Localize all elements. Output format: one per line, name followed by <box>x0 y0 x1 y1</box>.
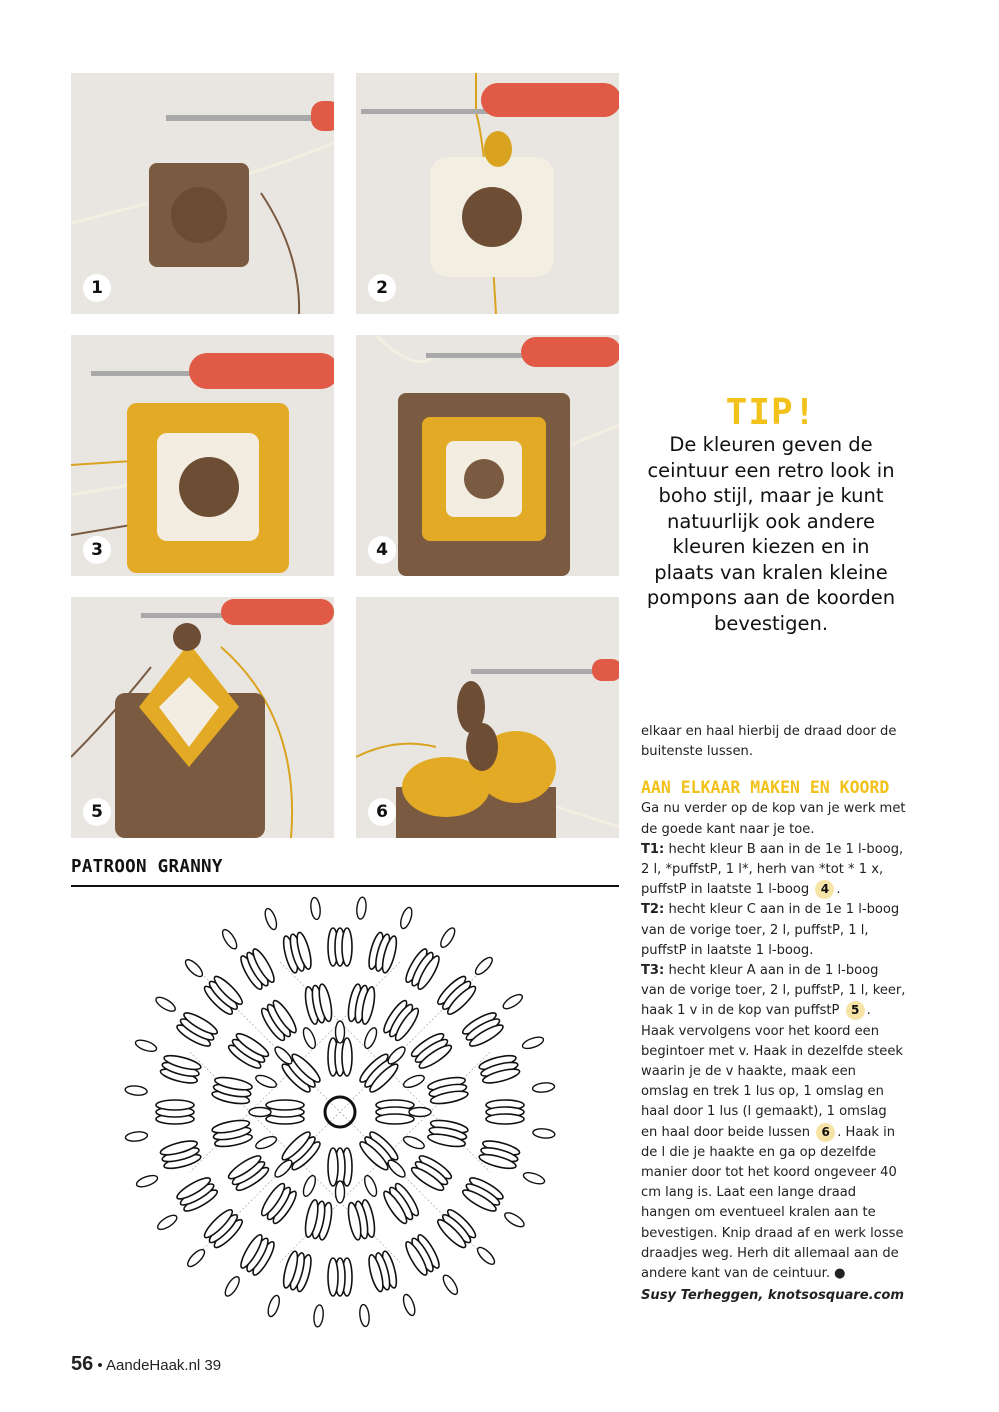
puff-stitch-symbol <box>328 1258 352 1296</box>
intro-paragraph: elkaar en haal hierbij de draad door de buitenste lussen. <box>641 724 897 760</box>
chain-stitch-symbol <box>223 1275 242 1298</box>
crochet-step-1-photo-icon <box>71 73 334 314</box>
puff-stitch-symbol <box>175 1010 220 1050</box>
round-text: hecht kleur A aan in de 1 l-boog van de vorige toer, 2 l, puffstP, 1 l, keer, haak 1 v in de kop van puffstP <box>641 963 906 1019</box>
chain-stitch-symbol <box>532 1082 555 1094</box>
step-badge: 5 <box>83 798 111 826</box>
crochet-chart-diagram-icon <box>120 892 560 1332</box>
puff-stitch-symbol <box>381 1181 422 1226</box>
paragraph-text: . Haak in de l die je haakte en ga op dezelfde manier door tot het koord ongeveer 40 cm lang is. Laat een lange draad hangen om eventueel kralen aan te bevestigen. Knip draad af en werk losse draadjes weg. Herh dit allemaal aan de andere kant van de ceintuur. ● <box>641 1124 904 1282</box>
chain-stitch-symbol <box>254 1073 278 1090</box>
chain-stitch-symbol <box>438 926 457 949</box>
page-number: 56 <box>71 1353 94 1375</box>
puff-stitch-symbol <box>238 1232 278 1277</box>
chain-stitch-symbol <box>220 928 239 951</box>
round-2-instruction <box>641 900 906 961</box>
paragraph: Ga nu verder op de kop van je werk met de goede kant naar je toe. <box>641 801 906 837</box>
step-3-photo <box>71 335 334 576</box>
chain-stitch-symbol <box>254 1134 278 1151</box>
tip-body: De kleuren geven de ceintuur een retro look in boho stijl, maar je kunt natuurlijk ook andere kleuren kiezen en in plaats van kralen kleine pompons aan de koorden bevestigen. <box>646 433 896 635</box>
step-badge: 1 <box>83 274 111 302</box>
chain-stitch-symbol <box>134 1038 158 1054</box>
chain-stitch-symbol <box>336 1021 345 1043</box>
puff-stitch-symbol <box>328 928 352 966</box>
puff-stitch-symbol <box>175 1175 220 1215</box>
chain-stitch-symbol <box>362 1026 379 1050</box>
chain-stitch-symbol <box>532 1128 555 1139</box>
puff-stitch-symbol <box>409 1153 454 1194</box>
magazine-name: AandeHaak.nl 39 <box>106 1357 222 1374</box>
chain-stitch-symbol <box>386 1044 408 1066</box>
round-text: hecht kleur C aan in de 1e 1 l-boog van de vorige toer, 2 l, puffstP, 1 l, puffstP in laatste 1 l-boog. <box>641 902 900 958</box>
round-label: T3: <box>641 963 665 979</box>
chain-stitch-symbol <box>183 957 205 979</box>
puff-stitch-symbol <box>211 1118 253 1149</box>
step-badge: 6 <box>368 798 396 826</box>
chain-stitch-symbol <box>301 1026 318 1050</box>
puff-stitch-symbol <box>435 1207 479 1251</box>
chain-stitch-symbol <box>362 1174 379 1198</box>
chain-stitch-symbol <box>313 1304 324 1327</box>
round-text: hecht kleur B aan in de 1e 1 l-boog, 2 l, *puffstP, 1 l*, herh van *tot * 1 x, puffstP in laatste 1 l-boog <box>641 841 904 898</box>
chain-stitch-symbol <box>310 897 322 920</box>
step-badge: 2 <box>368 274 396 302</box>
step-badge: 3 <box>83 536 111 564</box>
punctuation: . <box>866 1003 871 1019</box>
chain-stitch-symbol <box>503 1210 526 1229</box>
chain-stitch-symbol <box>356 897 367 920</box>
puff-stitch-symbol <box>303 983 334 1025</box>
puff-stitch-symbol <box>486 1100 524 1124</box>
chain-stitch-symbol <box>125 1085 148 1096</box>
step-4-photo <box>356 335 619 576</box>
chain-stitch-symbol <box>398 906 414 930</box>
chain-stitch-symbol <box>522 1170 546 1186</box>
puff-stitch-symbol <box>258 1181 299 1226</box>
puff-stitch-symbol <box>156 1100 194 1124</box>
step-reference-badge: 4 <box>815 880 834 899</box>
round-3-instruction <box>641 961 906 1022</box>
step-badge: 4 <box>368 536 396 564</box>
chain-stitch-symbol <box>521 1035 545 1051</box>
chain-stitch-symbol <box>272 1044 294 1066</box>
chain-stitch-symbol <box>266 1294 282 1318</box>
crochet-step-5-photo-icon <box>71 597 334 838</box>
puff-stitch-symbol <box>403 947 443 992</box>
crochet-step-6-photo-icon <box>356 597 619 838</box>
chain-stitch-symbol <box>125 1131 148 1143</box>
round-1-instruction <box>641 840 906 901</box>
tip-title: TIP! <box>725 392 817 433</box>
puff-stitch-symbol <box>460 1175 505 1215</box>
puff-stitch-symbol <box>376 1100 414 1124</box>
page-footer <box>71 1353 221 1376</box>
step-reference-badge: 6 <box>816 1123 835 1142</box>
chain-stitch-symbol <box>135 1173 159 1189</box>
chain-stitch-symbol <box>249 1108 271 1117</box>
chain-stitch-symbol <box>336 1181 345 1203</box>
puff-stitch-symbol <box>427 1075 469 1106</box>
chain-stitch-symbol <box>401 1293 417 1317</box>
step-2-photo <box>356 73 619 314</box>
chain-stitch-symbol <box>263 907 279 931</box>
chain-stitch-symbol <box>301 1174 318 1198</box>
divider <box>71 885 619 887</box>
paragraph-text: Haak vervolgens voor het koord een begintoer met v. Haak in dezelfde steek waarin je de v haakte, maak een omslag en trek 1 lus op, 1 omslag en haal door 1 lus (l gemaakt), 1 omslag en haal door beide lussen <box>641 1023 903 1140</box>
chain-stitch-symbol <box>402 1134 426 1151</box>
chain-stitch-symbol <box>473 955 495 977</box>
puff-stitch-symbol <box>346 983 377 1025</box>
puff-stitch-symbol <box>201 1207 245 1251</box>
cord-paragraph <box>641 1022 906 1285</box>
puff-stitch-symbol <box>303 1199 334 1241</box>
round-label: T1: <box>641 841 665 857</box>
puff-stitch-symbol <box>211 1075 253 1106</box>
punctuation: . <box>836 882 841 898</box>
chain-stitch-symbol <box>156 1213 179 1232</box>
step-reference-badge: 5 <box>846 1001 865 1020</box>
article-column <box>641 722 906 1306</box>
step-6-photo <box>356 597 619 838</box>
chain-stitch-symbol <box>402 1073 426 1090</box>
crochet-step-4-photo-icon <box>356 335 619 576</box>
pattern-title: PATROON GRANNY <box>71 857 223 877</box>
chain-stitch-symbol <box>185 1247 207 1269</box>
section-heading: AAN ELKAAR MAKEN EN KOORD <box>641 778 890 798</box>
crochet-step-2-photo-icon <box>356 73 619 314</box>
chain-stitch-symbol <box>501 992 524 1011</box>
round-label: T2: <box>641 902 665 918</box>
step-1-photo <box>71 73 334 314</box>
puff-stitch-symbol <box>238 947 278 992</box>
chain-stitch-symbol <box>441 1273 460 1296</box>
footer-bullet: • <box>97 1357 103 1374</box>
puff-stitch-symbol <box>403 1232 443 1277</box>
puff-stitch-symbol <box>266 1100 304 1124</box>
chain-stitch-symbol <box>409 1108 431 1117</box>
puff-stitch-symbol <box>427 1118 469 1149</box>
puff-stitch-symbol <box>346 1199 377 1241</box>
chain-stitch-symbol <box>386 1158 408 1180</box>
puff-stitch-symbol <box>226 1153 271 1194</box>
chain-stitch-symbol <box>475 1245 497 1267</box>
chain-stitch-symbol <box>272 1158 294 1180</box>
crochet-step-3-photo-icon <box>71 335 334 576</box>
author-credit: Susy Terheggen, knotsosquare.com <box>641 1288 905 1304</box>
puff-stitch-symbol <box>460 1010 505 1050</box>
chain-stitch-symbol <box>359 1304 371 1327</box>
chain-stitch-symbol <box>154 995 177 1014</box>
step-5-photo <box>71 597 334 838</box>
